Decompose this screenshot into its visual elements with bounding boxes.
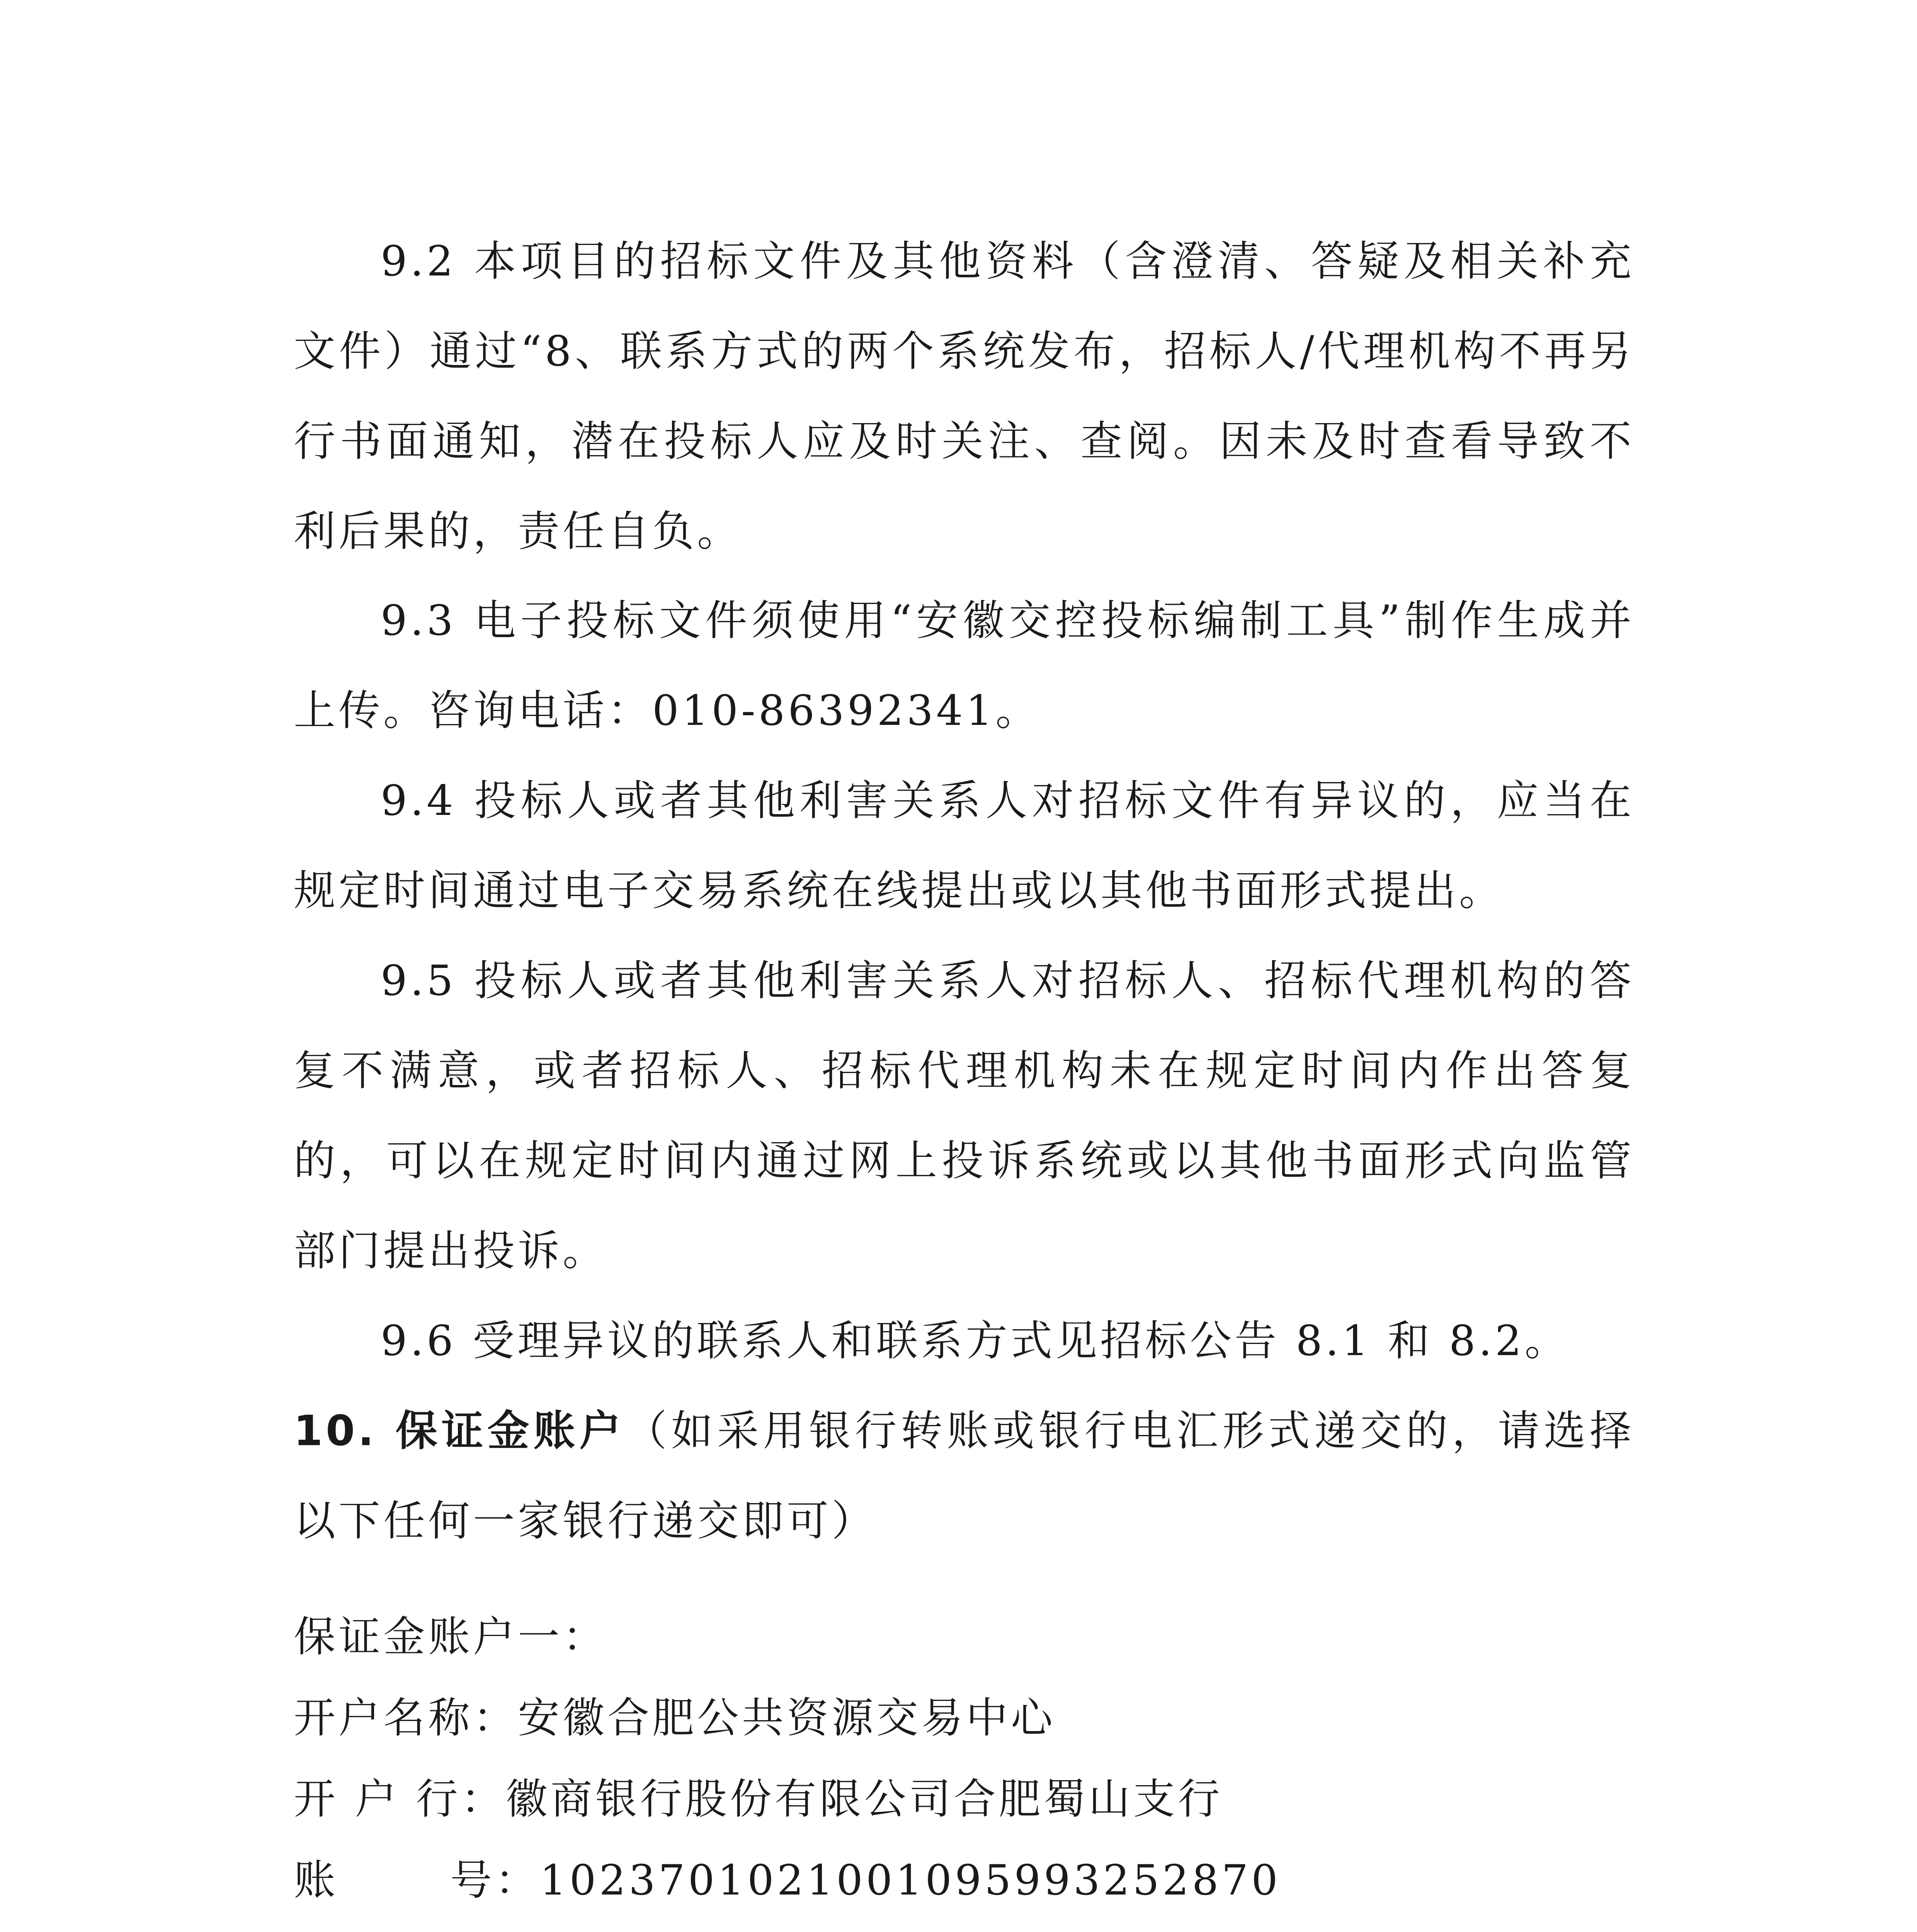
account-1-title: 保证金账户一： <box>294 1613 608 1661</box>
paragraph-9-6: 9.6 受理异议的联系人和联系方式见招标公告 8.1 和 8.2。 <box>381 1317 1570 1365</box>
account-1-name-row <box>294 1673 1056 1763</box>
account-1-name-value: 安徽合肥公共资源交易中心 <box>518 1694 1056 1742</box>
section-10-note: （如采用银行转账或银行电汇形式递交的，请选择以下任何一家银行递交即可） <box>294 1407 1635 1545</box>
paragraph-9-2: 9.2 本项目的招标文件及其他资料（含澄清、答疑及相关补充文件）通过“8、联系方式的两个系统发布，招标人/代理机构不再另行书面通知，潜在投标人应及时关注、查阅。因未及时查看导致不利后果的，责任自负。 <box>294 237 1635 556</box>
section-10-heading-block <box>294 1386 1635 1566</box>
account-1-name-label: 开户名称： <box>294 1694 518 1742</box>
account-1-number-value: 1023701021001095993252870 <box>540 1856 1281 1905</box>
account-1-bank-label: 开 户 行： <box>294 1775 506 1823</box>
account-2-title <box>294 1917 607 1932</box>
section-10-heading: 10. 保证金账户 <box>294 1407 626 1455</box>
account-1-bank-row <box>294 1754 1223 1844</box>
account-1-number-label-b: 号： <box>450 1856 540 1905</box>
paragraph-9-4: 9.4 投标人或者其他利害关系人对招标文件有异议的，应当在规定时间通过电子交易系统在线提出或以其他书面形式提出。 <box>294 777 1635 915</box>
account-1-number-label-a: 账 <box>294 1856 339 1905</box>
account-1-bank-value: 徽商银行股份有限公司合肥蜀山支行 <box>505 1775 1223 1823</box>
paragraph-9-5: 9.5 投标人或者其他利害关系人对招标人、招标代理机构的答复不满意，或者招标人、招标代理机构未在规定时间内作出答复的，可以在规定时间内通过网上投诉系统或以其他书面形式向监管部门提出投诉。 <box>294 957 1635 1275</box>
account-1-number-row <box>294 1835 1281 1925</box>
paragraph-9-3: 9.3 电子投标文件须使用“安徽交控投标编制工具”制作生成并上传。咨询电话：010-86392341。 <box>294 597 1635 735</box>
